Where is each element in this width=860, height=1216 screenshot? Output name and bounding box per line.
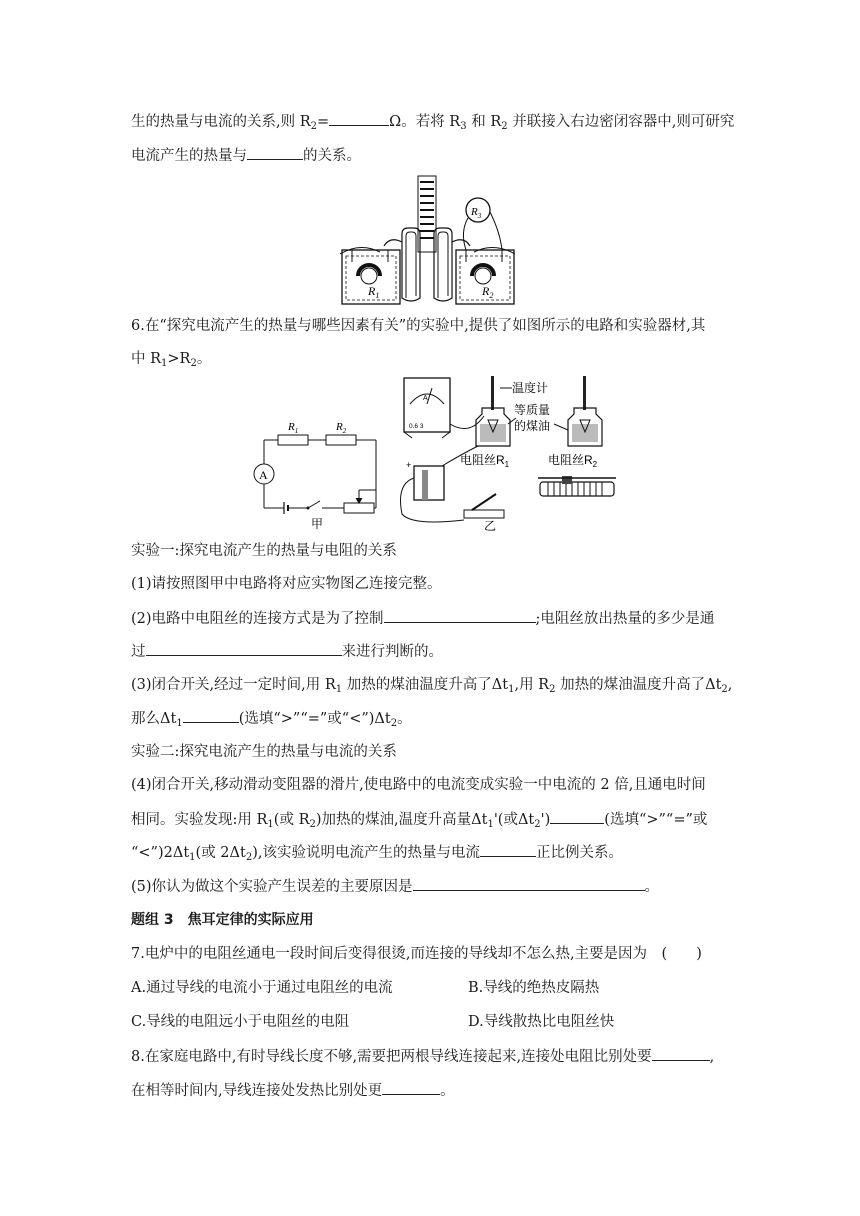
q7-option-b-text: B.导线的绝热皮隔热 (468, 980, 600, 996)
q6-text: ') (540, 812, 551, 828)
exp1-title-text: 实验一:探究电流产生的热量与电阻的关系 (131, 543, 397, 559)
q6-sub: 1 (335, 684, 343, 695)
q5-text: 生的热量与电流的关系,则 R (131, 114, 311, 130)
q5-text: 的关系。 (303, 148, 361, 164)
q6-text: “<”)2Δt (131, 845, 190, 861)
q6-text: (2)电路中电阻丝的连接方式是为了控制 (131, 611, 384, 627)
q6-text: ),该实验说明电流产生的热量与电流 (252, 845, 480, 861)
q6-sub: 1 (176, 718, 183, 729)
q6-text: 。 (644, 879, 660, 895)
answer-blank[interactable] (183, 708, 239, 723)
jia-r2-label: $R_2$ (336, 421, 347, 435)
q5-text: 和 R (466, 114, 502, 130)
q6-text: ;电阻丝放出热量的多少是通 (535, 611, 715, 627)
q6-p3-line1 (131, 675, 732, 700)
q6-text: 中 R (131, 351, 162, 367)
q6-sub: 2 (534, 819, 541, 830)
q6-sub: 2 (190, 358, 197, 369)
q6-text: >R (167, 351, 191, 367)
q5-text: Ω。若将 R (389, 114, 461, 130)
q8-line-1 (131, 1046, 714, 1067)
answer-blank[interactable] (384, 608, 536, 623)
q6-text: ,用 R (514, 677, 550, 693)
jia-caption: 甲 (311, 517, 324, 530)
q6-intro-1 (131, 316, 705, 336)
r2-label: $R_2$ (482, 284, 494, 300)
q6-p1-text: (1)请按照图甲中电路将对应实物图乙连接完整。 (131, 576, 442, 592)
q7-option-c-text: C.导线的电阻远小于电阻丝的电阻 (131, 1014, 350, 1030)
q6-text: )加热的煤油,温度升高量Δt (315, 812, 488, 828)
meter-a-label: A (423, 395, 428, 402)
q7-stem-text: 7.电炉中的电阻丝通电一段时间后变得很烫,而连接的导线却不怎么热,主要是因为 ( ) (131, 946, 702, 962)
q6-text: 。 (397, 711, 412, 727)
exp2-title-text: 实验二:探究电流产生的热量与电流的关系 (131, 744, 397, 760)
q6-text: 加热的煤油温度升高了Δt (342, 677, 509, 693)
q5-sub: 2 (501, 121, 508, 132)
q6-text: (4)闭合开关,移动滑动变阻器的滑片,使电路中的电流变成实验一中电流的 2 倍,且通电时间 (131, 777, 706, 793)
r1-label: $R_1$ (368, 284, 380, 300)
thermometer-label: 温度计 (512, 381, 549, 395)
q6-sub: 1 (189, 852, 196, 863)
q5-text: 并联接入右边密闭容器中,则可研究 (507, 114, 735, 130)
q6-text: (3)闭合开关,经过一定时间,用 R (131, 677, 336, 693)
q6-sub: 2 (721, 684, 728, 695)
meter-scale-label: 0.6 3 (409, 423, 424, 430)
q6-sub: 1 (161, 358, 168, 369)
q6-text: 相同。实验发现:用 R (131, 812, 268, 828)
q6-p4-line2 (131, 809, 707, 835)
q7-stem (131, 944, 702, 964)
q5-container-figure (340, 172, 515, 306)
q6-p5 (131, 876, 659, 897)
q6-text: , (727, 677, 733, 693)
answer-blank[interactable] (413, 876, 645, 891)
answer-blank[interactable] (329, 111, 389, 126)
answer-blank[interactable] (247, 145, 303, 160)
q6-p4-line3 (131, 842, 623, 868)
answer-blank[interactable] (652, 1046, 710, 1061)
answer-blank[interactable] (382, 1080, 440, 1095)
q6-text: 加热的煤油温度升高了Δt (555, 677, 722, 693)
q6-p4-line1 (131, 775, 706, 795)
q6-text: 过 (131, 644, 146, 660)
yi-caption: 乙 (484, 519, 497, 532)
answer-blank[interactable] (480, 842, 536, 857)
oil-label-2: 的煤油 (514, 419, 551, 433)
q6-sub: 2 (309, 819, 316, 830)
q6-text: (5)你认为做这个实验产生误差的主要原因是 (131, 879, 413, 895)
q5-line-2 (131, 145, 361, 166)
answer-blank[interactable] (146, 641, 342, 656)
group3-title: 题组 3 焦耳定律的实际应用 (131, 912, 314, 928)
q5-sub: 3 (460, 121, 467, 132)
q6-text: (选填“>”“=”或“<”)Δt (238, 711, 391, 727)
q5-text: 电流产生的热量与 (131, 148, 247, 164)
q6-text: 正比例关系。 (535, 845, 623, 861)
q8-line-2 (131, 1080, 455, 1101)
circuit-diagram-jia (248, 418, 388, 530)
q6-p1 (131, 574, 442, 594)
q6-text: (选填“>”“=”或 (604, 812, 708, 828)
q6-p2-line2 (131, 641, 443, 662)
answer-blank[interactable] (550, 809, 604, 824)
q6-sub: 2 (390, 718, 398, 729)
oil-label-1: 等质量 (514, 403, 551, 417)
exp2-title (131, 742, 397, 762)
q6-sub: 2 (245, 852, 253, 863)
q7-option-c[interactable] (131, 1012, 349, 1032)
q6-text: 6.在“探究电流产生的热量与哪些因素有关”的实验中,提供了如图所示的电路和实验器材,其 (131, 318, 706, 334)
q7-option-a-text: A.通过导线的电流小于通过电阻丝的电流 (131, 980, 393, 996)
q6-text: (或 2Δt (195, 845, 246, 861)
q7-option-a[interactable] (131, 978, 393, 998)
q6-text: 来进行判断的。 (341, 644, 443, 660)
q6-text: (或 R (273, 812, 310, 828)
q6-text: '(或Δt (493, 812, 535, 828)
exp1-title (131, 541, 397, 561)
q5-text: = (317, 114, 330, 130)
q6-sub: 1 (487, 819, 494, 830)
q5-sub: 2 (310, 121, 318, 132)
battery-plus: + (406, 460, 412, 470)
q6-sub: 1 (508, 684, 515, 695)
q6-sub: 2 (549, 684, 556, 695)
q8-text: 8.在家庭电路中,有时导线长度不够,需要把两根导线连接起来,连接处电阻比别处要 (131, 1049, 652, 1065)
q5-line-1 (131, 111, 734, 137)
q6-p3-line2 (131, 708, 412, 734)
q6-text: 。 (196, 351, 212, 367)
q8-text: 。 (440, 1083, 455, 1099)
group3-heading (131, 910, 314, 930)
wire1-label: 电阻丝$R_1$ (460, 453, 510, 469)
r3-label: $R_3$ (471, 206, 482, 220)
apparatus-figure-yi (392, 374, 624, 532)
q7-option-d[interactable] (468, 1012, 614, 1032)
jia-r1-label: $R_1$ (288, 421, 299, 435)
q8-text: 在相等时间内,导线连接处发热比别处更 (131, 1083, 383, 1099)
wire2-label: 电阻丝$R_2$ (548, 453, 598, 469)
q8-text: , (709, 1049, 715, 1065)
q6-intro-2 (131, 349, 211, 374)
q6-sub: 1 (267, 819, 274, 830)
q6-text: 那么Δt (131, 711, 177, 727)
ammeter-label: A (259, 468, 268, 482)
q6-p2-line1 (131, 608, 714, 629)
q7-option-b[interactable] (468, 978, 599, 998)
q7-option-d-text: D.导线散热比电阻丝快 (468, 1014, 615, 1030)
